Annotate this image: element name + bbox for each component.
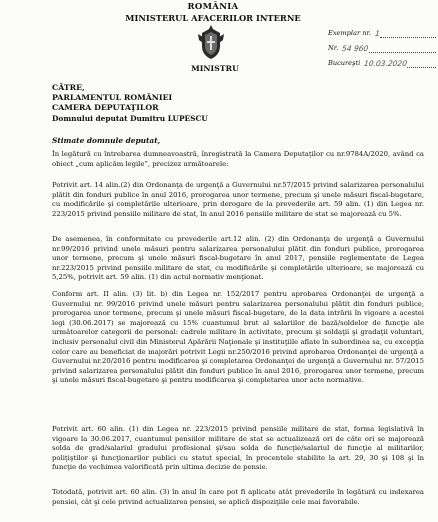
office-title: MINISTRU	[191, 64, 239, 73]
country-name: ROMÂNIA	[187, 2, 239, 12]
copy-value: 1	[374, 29, 381, 38]
reference-block	[328, 26, 436, 71]
ministry-name: MINISTERUL AFACERILOR INTERNE	[125, 13, 301, 23]
recipient-to: CĂTRE,	[52, 83, 85, 92]
copy-label: Exemplar nr.	[328, 29, 371, 37]
paragraph-4: Potrivit art. 60 alin. (1) din Legea nr. 223/2015 privind pensiile militare de stat, forma legislativă în vigoare la 30.06.2017, cuantumul pensiilor militare de stat se actualizează ori de câte ori se majorează solda de grad/salariul gradului profesional şi/sau solda de funcţie/salariul de funcţie al militarilor, poliţiştilor şi funcţionarilor publici cu statut special, în procentele stabilite la art. 29, 30 şi 108 şi în funcţie de vechimea valorificată prin ultima decizie de pensie.	[52, 425, 424, 472]
place-label: Bucureşti	[328, 59, 361, 67]
dotted-line	[380, 29, 436, 38]
recipient-chamber: CAMERA DEPUTAŢILOR	[52, 103, 159, 113]
paragraph-1: Potrivit art. 14 alin.(2) din Ordonanţa de urgenţă a Guvernului nr.57/2015 privind salarizarea personalului plătit din fonduri publice în anul 2016, prorogarea unor termene, precum şi unele măsuri fiscal-bugetare, cu modificările şi completările ulterioare, prin derogare de la prevederile art. 59 alin. (1) din Legea nr. 223/2015 privind pensiile militare de stat, în anul 2016 pensiile militare de stat se majorează cu 5%.	[52, 181, 424, 218]
number-value: 54 960	[341, 44, 370, 53]
coat-of-arms-icon	[198, 24, 224, 60]
registration-number-row	[328, 41, 436, 56]
dotted-line	[369, 44, 436, 53]
paragraph-3: Conform art. II alin. (3) lit. b) din Legea nr. 152/2017 pentru aprobarea Ordonanţei de urgenţă a Guvernului nr. 99/2016 privind unele măsuri pentru salarizarea personalului plătit din fonduri publice, prorogarea unor termene, precum şi unele măsuri fiscal-bugetare, de la data intrării în vigoare a acestei legi (30.06.2017) se majorează cu 15% cuantumul brut al salariilor de bază/soldelor de funcţie ale următoarelor categorii de personal: cadrele militare în activitate, precum şi soldaţii şi gradaţii voluntari, inclusiv personalul civil din Ministerul Apărării Naţionale şi instituţiile aflate în subordinea sa, cu excepţia celor care au beneficiat de majorări potrivit Legii nr.250/2016 privind aprobarea Ordonanţei de urgenţă a Guvernului nr.20/2016 pentru modificarea şi completarea Ordonanţei de urgenţă a Guvernului nr. 57/2015 privind salarizarea personalului plătit din fonduri publice în anul 2016, prorogarea unor termene, precum şi unele măsuri fiscal-bugetare şi pentru modificarea şi completarea unor acte normative.	[52, 290, 424, 385]
paragraph-5: Totodată, potrivit art. 60 alin. (3) în anul în care pot fi aplicate atât prevederile în legătură cu indexarea pensiei, cât şi cele privind actualizarea pensiei, se aplică dispoziţiile cele mai favorabile.	[52, 488, 424, 506]
paragraph-2: De asemenea, în conformitate cu prevederile art.12 alin. (2) din Ordonanţa de urgenţă a Guvernului nr.99/2016 privind unele măsuri pentru salarizarea personalului plătit din fonduri publice, prorogarea unor termene, precum şi unele măsuri fiscal-bugetare în anul 2017, pensiile reglementate de Legea nr.223/2015 privind pensiile militare de stat, cu modificările şi completările ulterioare, se majorează cu 5,25%, potrivit art. 59 alin. (1) din actul normativ menţionat.	[52, 235, 424, 282]
copy-number-row	[328, 26, 436, 41]
date-value: 10.03.2020	[363, 59, 408, 68]
dotted-line	[407, 59, 436, 68]
number-label: Nr.	[328, 44, 339, 52]
letterhead	[118, 2, 308, 23]
salutation: Stimate domnule deputat,	[52, 136, 161, 145]
date-row	[328, 56, 436, 71]
recipient-parliament: PARLAMENTUL ROMÂNIEI	[52, 93, 173, 103]
paragraph-intro: În legătură cu întrebarea dumneavoastră, înregistrată la Camera Deputaţilor cu nr.9784A/2020, având ca obiect „cum aplicăm legile”, precizez următoarele:	[52, 150, 424, 168]
recipient-address	[52, 83, 208, 124]
recipient-deputy: Domnului deputat Dumitru LUPESCU	[52, 113, 208, 123]
